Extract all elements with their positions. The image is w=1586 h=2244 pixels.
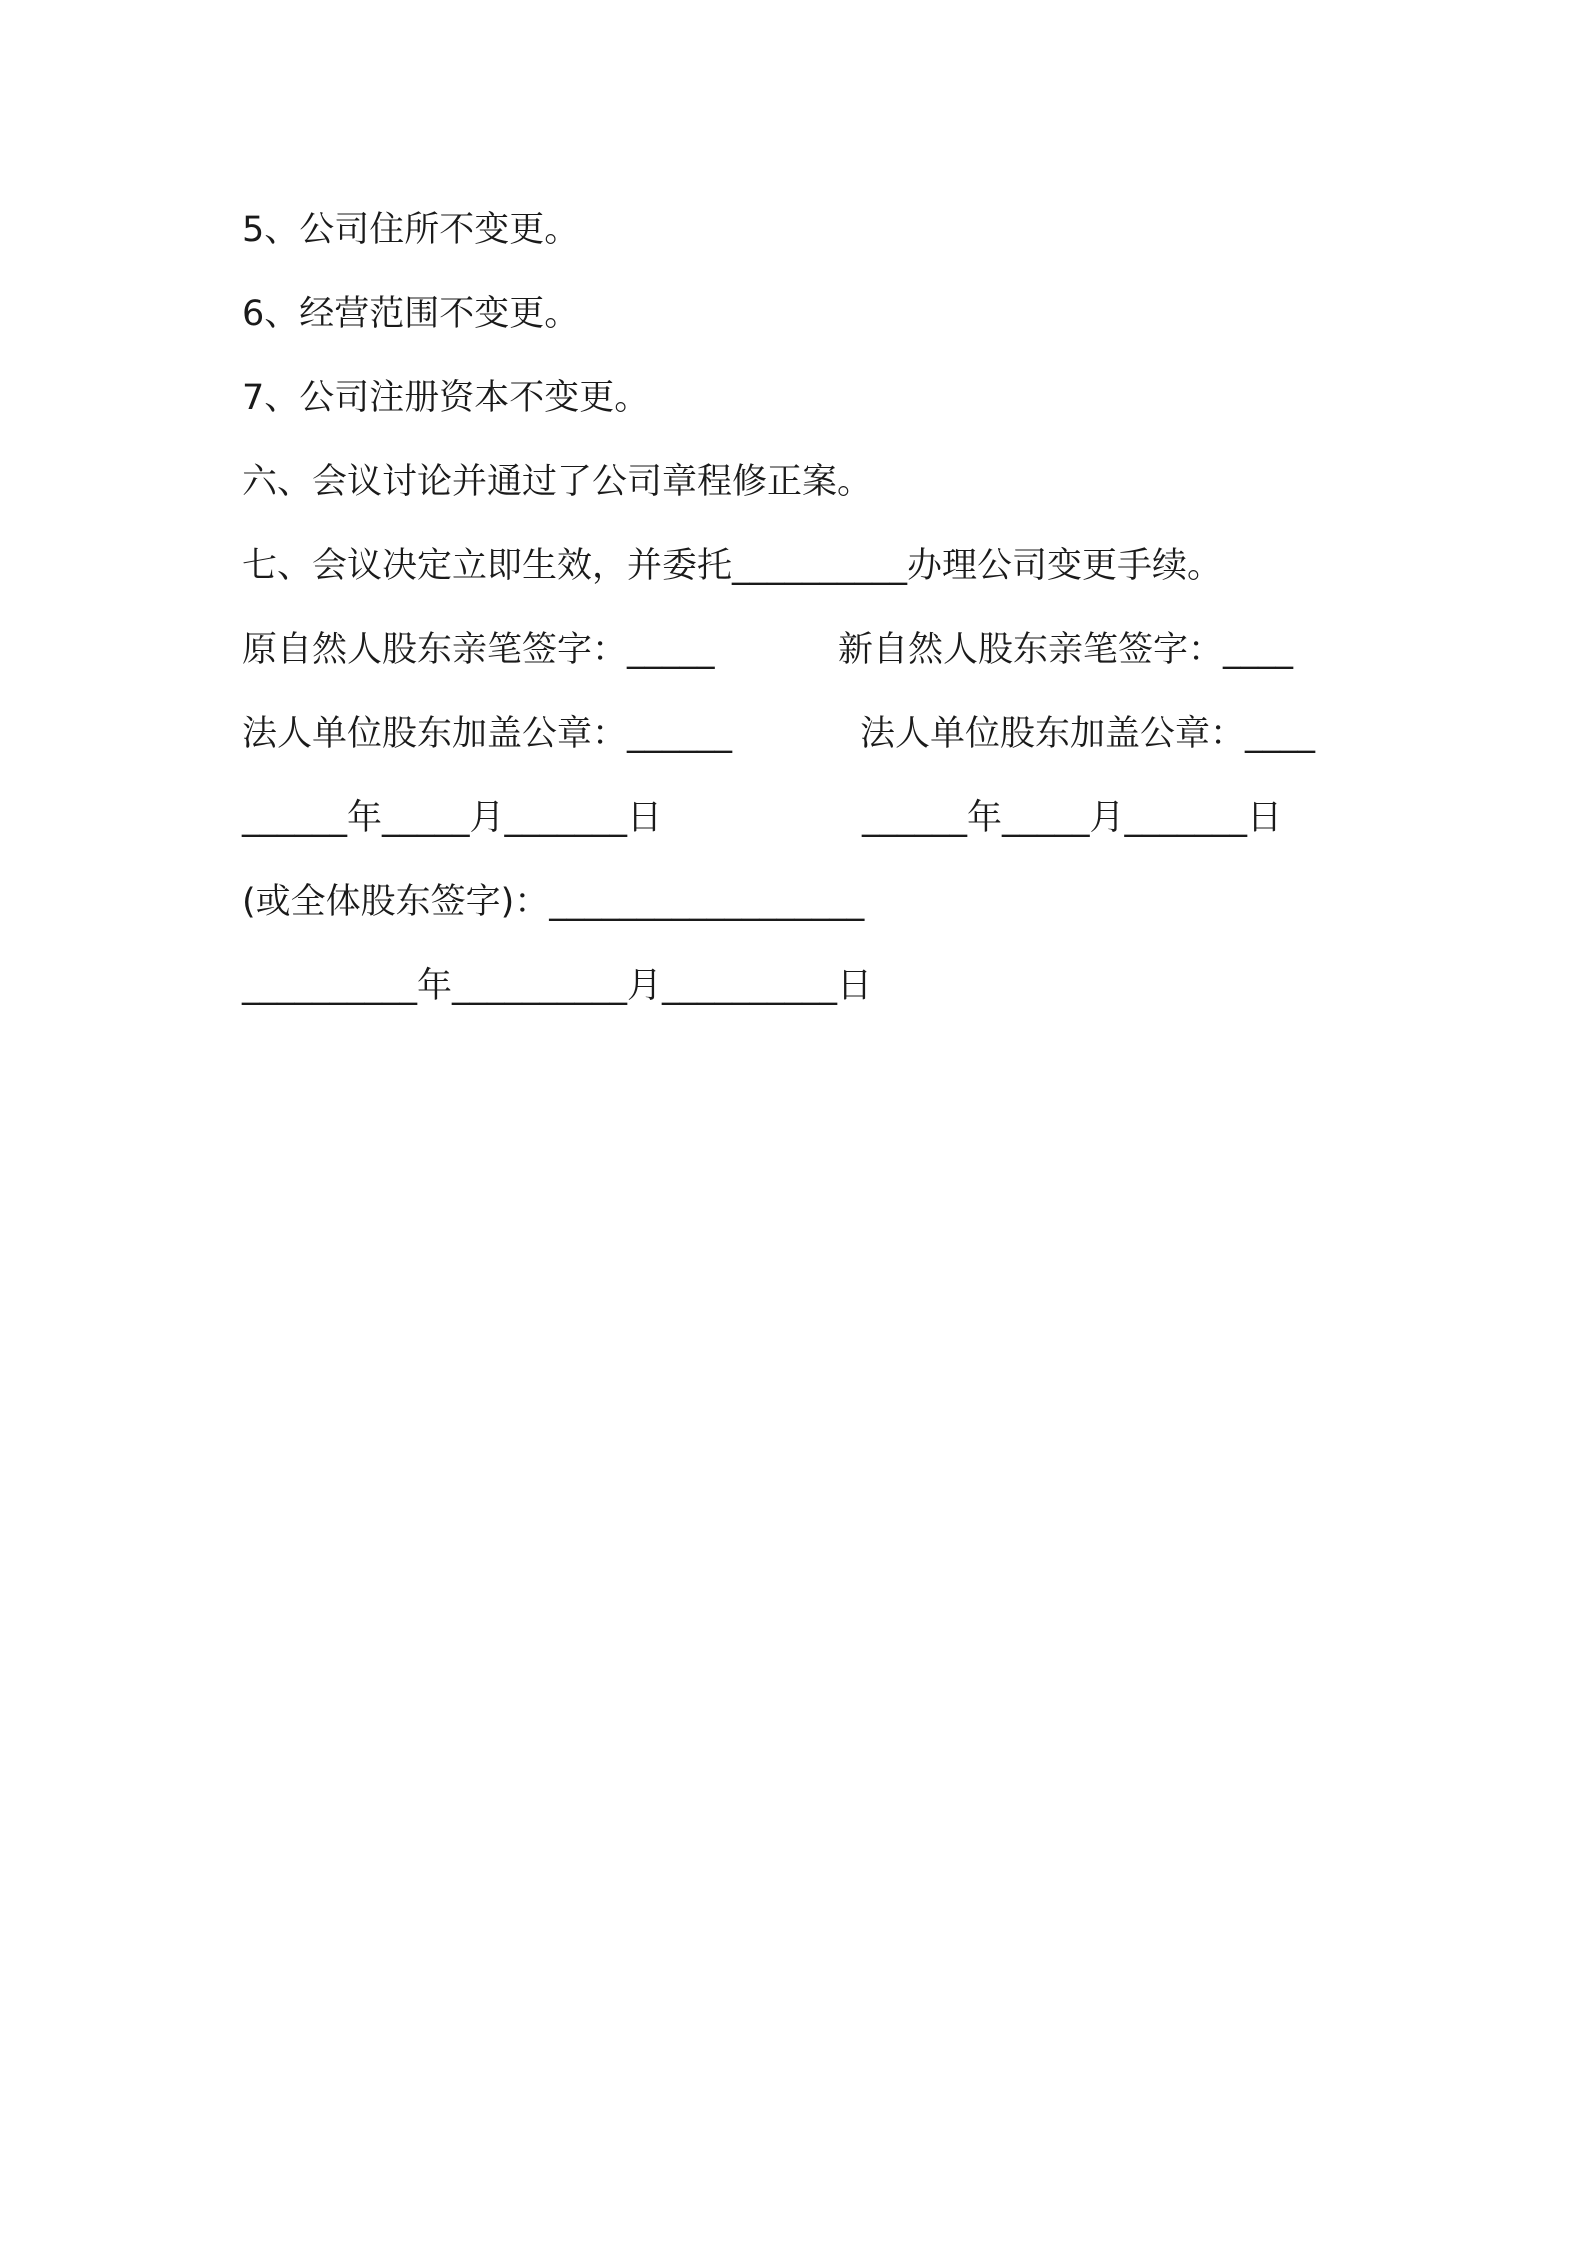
section-7-effective-entrust: 七、会议决定立即生效，并委托__________办理公司变更手续。 xyxy=(242,546,1223,586)
signature-date-left: ______年_____月_______日 xyxy=(242,798,663,838)
section-6-articles-amendment: 六、会议讨论并通过了公司章程修正案。 xyxy=(242,462,873,502)
legal-entity-seal-left: 法人单位股东加盖公章：______ xyxy=(242,714,733,754)
item-6-business-scope: 6、经营范围不变更。 xyxy=(242,294,580,334)
final-date: __________年__________月__________日 xyxy=(242,966,873,1006)
item-7-registered-capital: 7、公司注册资本不变更。 xyxy=(242,378,650,418)
all-shareholders-signature: (或全体股东签字)：__________________ xyxy=(242,882,865,922)
original-shareholder-signature: 原自然人股东亲笔签字：_____ xyxy=(242,630,715,670)
item-5-address: 5、公司住所不变更。 xyxy=(242,210,580,250)
signature-date-right: ______年_____月_______日 xyxy=(862,798,1283,838)
legal-entity-seal-right: 法人单位股东加盖公章：____ xyxy=(860,714,1316,754)
new-shareholder-signature: 新自然人股东亲笔签字：____ xyxy=(838,630,1294,670)
